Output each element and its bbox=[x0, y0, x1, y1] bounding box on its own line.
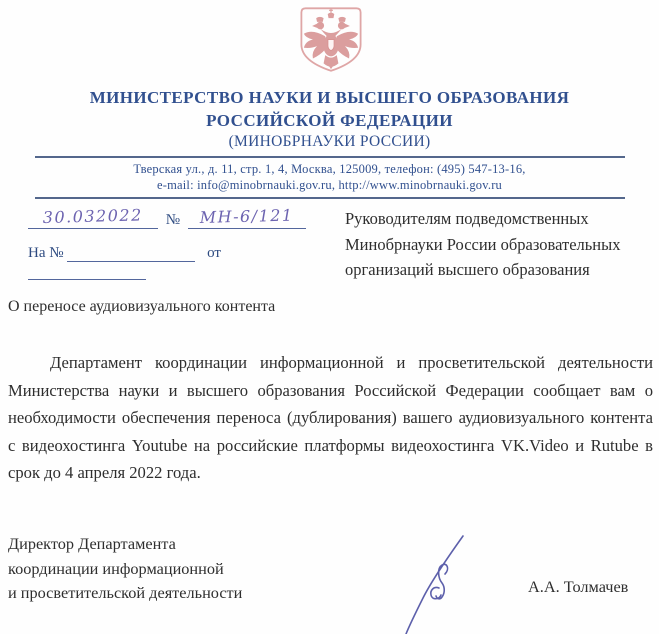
signatory-title-line1: Директор Департамента bbox=[8, 534, 176, 553]
ministry-name-line2: РОССИЙСКОЙ ФЕДЕРАЦИИ bbox=[206, 111, 453, 130]
handwritten-signature-icon bbox=[395, 534, 485, 634]
header-divider-bottom bbox=[35, 197, 625, 199]
reference-block bbox=[28, 205, 328, 268]
reply-date-field bbox=[28, 262, 146, 280]
from-label: от bbox=[207, 245, 221, 261]
signatory-title-block bbox=[8, 532, 328, 606]
coat-of-arms-icon bbox=[287, 5, 375, 79]
recipient-line3: организаций высшего образования bbox=[345, 260, 590, 279]
outgoing-date-handwritten: 30.032022 bbox=[42, 205, 143, 227]
subject-line: О переносе аудиовизуального контента bbox=[8, 298, 276, 315]
recipient-line1: Руководителям подведомственных bbox=[345, 209, 589, 228]
signatory-name: А.А. Толмачев bbox=[528, 577, 629, 596]
contact-email-line: e-mail: info@minobrnauki.gov.ru, http://www.minobrnauki.gov.ru bbox=[156, 178, 503, 192]
ministry-short-name: (МИНОБРНАУКИ РОССИИ) bbox=[228, 133, 431, 150]
recipient-line2: Минобрнауки России образовательных bbox=[345, 234, 621, 254]
body-paragraph: Департамент координации информационной и просветительской деятельности Министерства науки и высшего образования Российской Федерации сообщает вам о необходимости обеспечения переноса (дублирования) вашего аудиовизуального контента с видеохостинга Youtube на российские платформы видеохостинга VK.Video и Rutube в срок до 4 апреля 2022 года. bbox=[8, 353, 653, 483]
header-divider-top bbox=[35, 156, 625, 158]
signatory-title-line3: и просветительской деятельности bbox=[8, 583, 243, 603]
reply-to-label: На № bbox=[28, 245, 64, 261]
ministry-name-line1: МИНИСТЕРСТВО НАУКИ И ВЫСШЕГО ОБРАЗОВАНИЯ bbox=[89, 88, 570, 107]
outgoing-date-field bbox=[28, 205, 158, 229]
contact-address-line: Тверская ул., д. 11, стр. 1, 4, Москва, 125009, телефон: (495) 547-13-16, bbox=[133, 162, 526, 176]
signatory-title-line2: координации информационной bbox=[8, 558, 224, 578]
recipient-block bbox=[345, 206, 650, 283]
outgoing-number-field bbox=[188, 205, 306, 229]
number-sign: № bbox=[165, 212, 181, 228]
outgoing-number-handwritten: МН-6/121 bbox=[199, 205, 294, 227]
reply-number-field bbox=[67, 244, 195, 262]
